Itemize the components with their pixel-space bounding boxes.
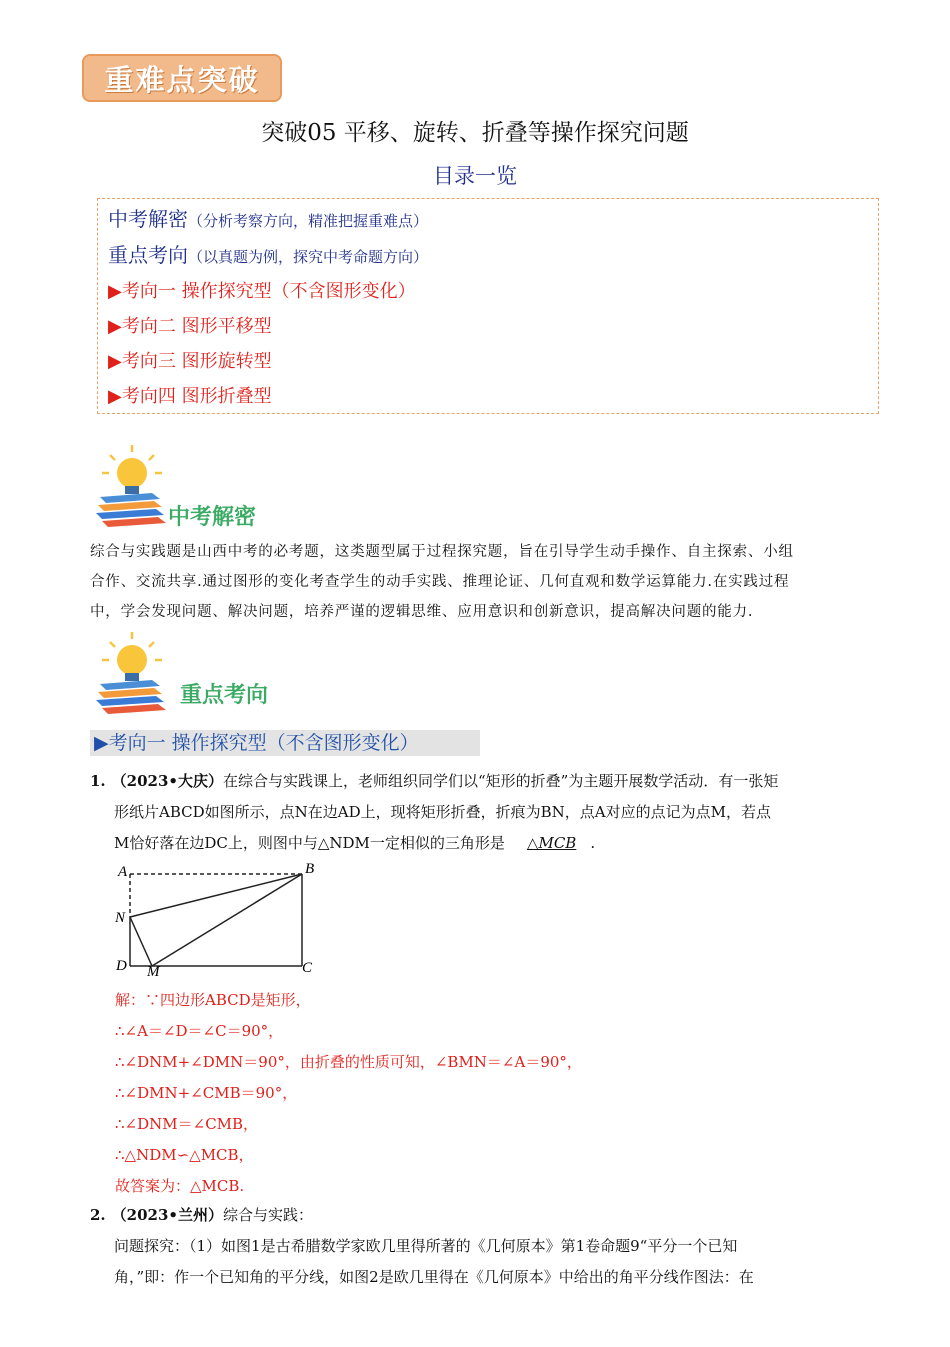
label-a: A xyxy=(118,864,128,880)
para-line: 合作、交流共享.通过图形的变化考查学生的动手实践、推理论证、几何直观和数学运算能力.在实践过程 xyxy=(90,574,790,590)
question-text: 问题探究：（1）如图1是古希腊数学家欧几里得所著的《几何原本》第1卷命题9“平分一个已知 xyxy=(114,1237,738,1255)
solution-1 xyxy=(115,985,855,1202)
solution-line: 解：∵四边形ABCD是矩形， xyxy=(115,991,311,1009)
solution-line: ∴△NDM∽△MCB， xyxy=(115,1146,254,1164)
section-badge: 重难点突破 xyxy=(82,54,282,102)
question-number: 2. xyxy=(90,1206,106,1224)
page-title: 突破05 平移、旋转、折叠等操作探究问题 xyxy=(261,120,689,146)
lightbulb-books-icon xyxy=(92,443,172,528)
question-1 xyxy=(90,766,870,859)
solution-line: 故答案为：△MCB. xyxy=(115,1177,245,1195)
toc-line-1[interactable] xyxy=(108,203,428,232)
solution-line: ∴∠DNM＝∠CMB， xyxy=(115,1115,259,1133)
topic-bar: ▶考向一 操作探究型（不含图形变化） xyxy=(90,730,480,756)
rectangle-fold-figure xyxy=(110,860,325,980)
toc-sub-label: （以真题为例，探究中考命题方向） xyxy=(188,248,429,266)
label-b: B xyxy=(305,861,315,877)
label-n: N xyxy=(115,910,126,926)
toc-main-label: 重点考向 xyxy=(108,243,188,267)
label-c: C xyxy=(302,960,313,976)
lightbulb-books-icon xyxy=(92,630,172,715)
question-text: 在综合与实践课上，老师组织同学们以“矩形的折叠”为主题开展数学活动．有一张矩 xyxy=(223,772,779,790)
para-line: 综合与实践题是山西中考的必考题，这类题型属于过程探究题，旨在引导学生动手操作、自主探索、小组 xyxy=(90,544,794,560)
section-label-exam: 中考解密 xyxy=(168,505,257,530)
question-end: . xyxy=(590,834,596,852)
toc-item-2[interactable]: ▶考向二 图形平移型 xyxy=(108,316,272,337)
toc-heading: 目录一览 xyxy=(433,164,517,188)
question-source: （2023•大庆） xyxy=(111,772,224,790)
toc-main-label: 中考解密 xyxy=(108,207,188,231)
toc-line-2[interactable] xyxy=(108,239,428,268)
question-number: 1. xyxy=(90,772,106,790)
para-line: 中，学会发现问题、解决问题，培养严谨的逻辑思维、应用意识和创新意识，提高解决问题的能力. xyxy=(90,604,754,620)
toc-sub-label: （分析考察方向，精准把握重难点） xyxy=(188,212,429,230)
edge-mb xyxy=(152,874,302,966)
section-label-focus: 重点考向 xyxy=(180,683,269,708)
label-m: M xyxy=(147,964,160,980)
answer-blank: △MCB xyxy=(526,834,577,852)
question-2 xyxy=(90,1200,870,1293)
toc-box xyxy=(97,198,879,414)
question-text: 形纸片ABCD如图所示，点N在边AD上，现将矩形折叠，折痕为BN，点A对应的点记为点M，若点 xyxy=(114,803,771,821)
toc-item-4[interactable]: ▶考向四 图形折叠型 xyxy=(108,386,272,407)
solution-line: ∴∠DMN+∠CMB＝90°， xyxy=(115,1084,298,1102)
label-d: D xyxy=(116,958,127,974)
question-source: （2023•兰州） xyxy=(111,1206,224,1224)
solution-line: ∴∠DNM+∠DMN＝90°，由折叠的性质可知，∠BMN＝∠A＝90°， xyxy=(115,1053,582,1071)
question-text: 综合与实践： xyxy=(223,1206,314,1224)
fold-line-bn xyxy=(130,874,302,917)
toc-item-1[interactable]: ▶考向一 操作探究型（不含图形变化） xyxy=(108,281,416,302)
toc-item-3[interactable]: ▶考向三 图形旋转型 xyxy=(108,351,272,372)
question-text: M恰好落在边DC上，则图中与△NDM一定相似的三角形是 xyxy=(114,834,505,852)
intro-paragraph xyxy=(90,537,862,627)
solution-line: ∴∠A＝∠D＝∠C＝90°， xyxy=(115,1022,284,1040)
edge-nm xyxy=(130,917,152,966)
question-text: 角，”即：作一个已知角的平分线，如图2是欧几里得在《几何原本》中给出的角平分线作图法：在 xyxy=(114,1268,754,1286)
